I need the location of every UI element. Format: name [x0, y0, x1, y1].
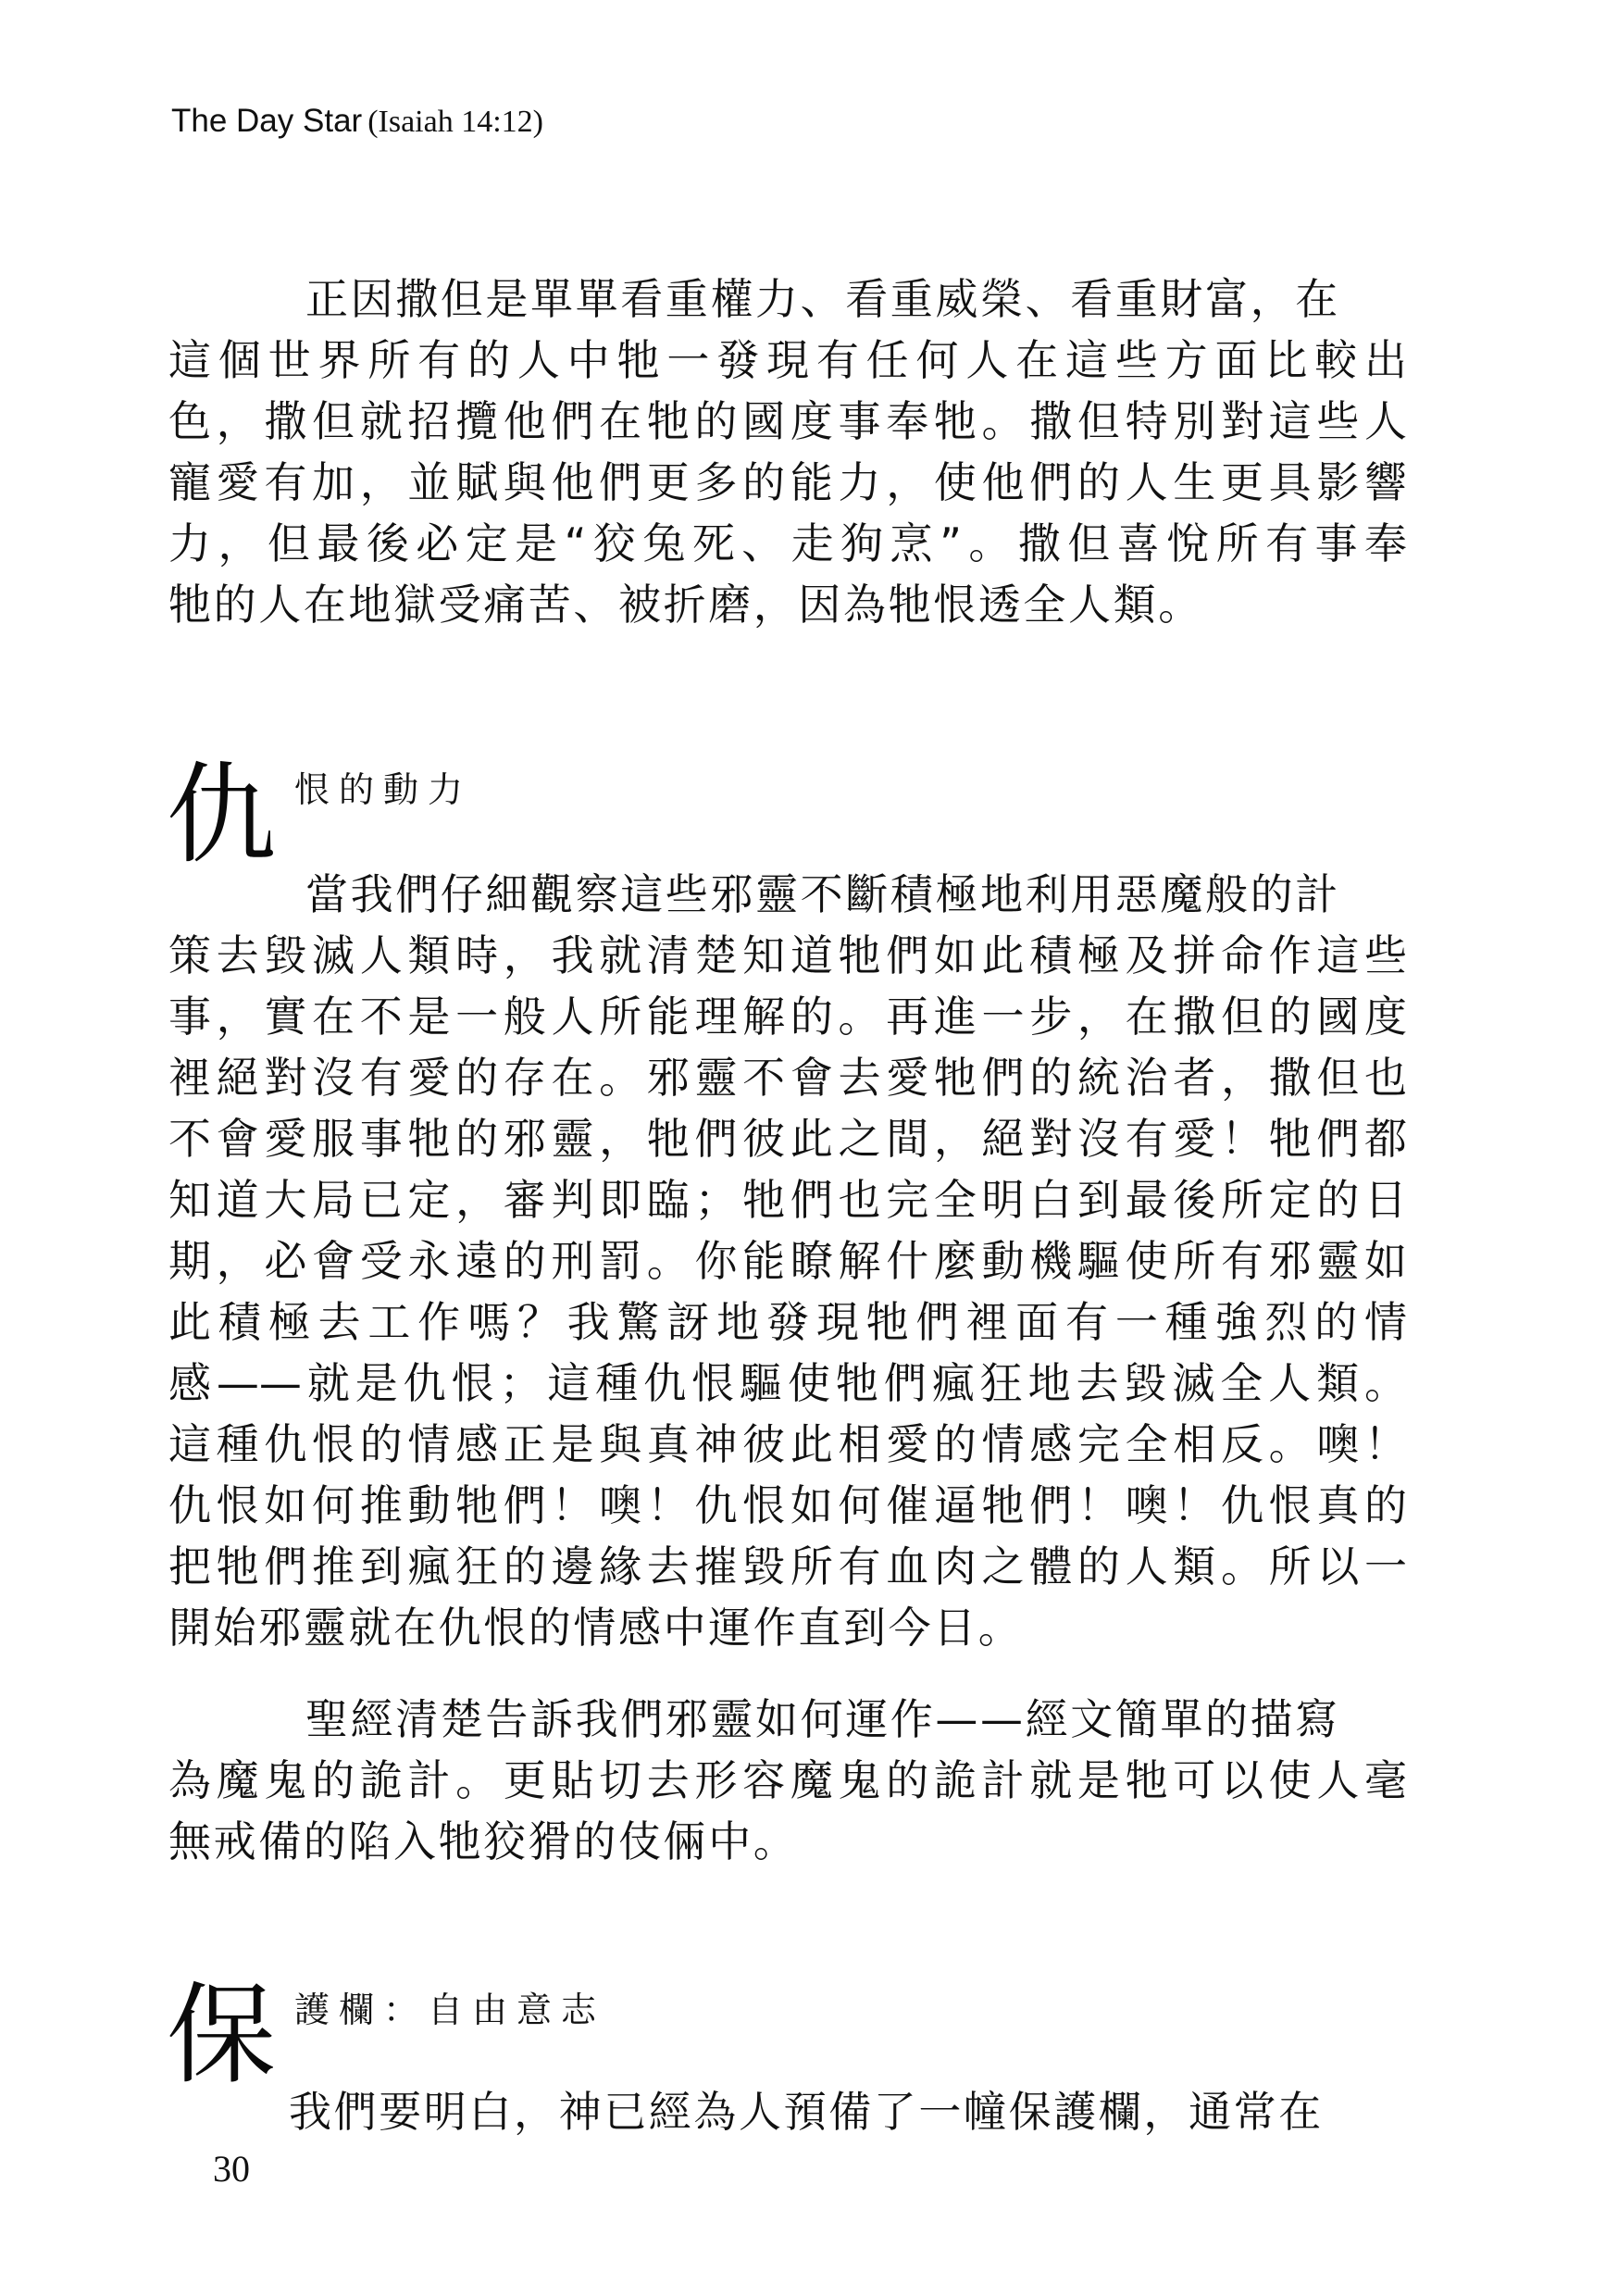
text-line: 知道大局已定，審判即臨；牠們也完全明白到最後所定的日: [168, 1175, 1407, 1225]
text-line: 這個世界所有的人中牠一發現有任何人在這些方面比較出: [168, 335, 1407, 385]
section-subtitle: 恨的動力: [294, 769, 473, 810]
page-number: 30: [213, 2148, 250, 2190]
text-line: 無戒備的陷入牠狡猾的伎倆中。: [168, 1816, 799, 1866]
text-line: 感——就是仇恨；這種仇恨驅使牠們瘋狂地去毀滅全人類。: [168, 1358, 1407, 1408]
text-line: 期，必會受永遠的刑罰。你能瞭解什麼動機驅使所有邪靈如: [168, 1236, 1407, 1286]
text-line: 寵愛有加，並賦與他們更多的能力，使他們的人生更具影響: [168, 457, 1407, 507]
text-line: 此積極去工作嗎？我驚訝地發現牠們裡面有一種強烈的情: [168, 1297, 1407, 1347]
text-line: 開始邪靈就在仇恨的情感中運作直到今日。: [168, 1603, 1024, 1653]
text-line: 事，實在不是一般人所能理解的。再進一步，在撒但的國度: [168, 992, 1407, 1042]
text-line: 聖經清楚告訴我們邪靈如何運作——經文簡單的描寫: [305, 1694, 1340, 1744]
text-line: 這種仇恨的情感正是與真神彼此相愛的情感完全相反。噢！: [168, 1419, 1407, 1469]
section-subtitle: 護欄：自由意志: [294, 1990, 606, 2030]
text-line: 色，撒但就招攬他們在牠的國度事奉牠。撒但特別對這些人: [168, 396, 1407, 446]
text-line: 不會愛服事牠的邪靈，牠們彼此之間，絕對沒有愛！牠們都: [168, 1114, 1407, 1164]
text-line: 策去毀滅人類時，我就清楚知道牠們如此積極及拼命作這些: [168, 930, 1407, 980]
text-line: 把牠們推到瘋狂的邊緣去摧毀所有血肉之體的人類。所以一: [168, 1541, 1407, 1591]
text-line: 正因撒但是單單看重權力、看重威榮、看重財富，在: [305, 274, 1340, 324]
drop-cap: 仇: [167, 751, 277, 879]
text-line: 牠的人在地獄受痛苦、被折磨，因為牠恨透全人類。: [168, 580, 1203, 630]
text-line: 為魔鬼的詭計。更貼切去形容魔鬼的詭計就是牠可以使人毫: [168, 1755, 1407, 1805]
text-line: 我們要明白，神已經為人預備了一幢保護欄，通常在: [289, 2087, 1324, 2137]
text-line: 力，但最後必定是“狡兔死、走狗烹”。撒但喜悅所有事奉: [168, 518, 1407, 568]
text-line: 裡絕對沒有愛的存在。邪靈不會去愛牠們的統治者，撒但也: [168, 1053, 1407, 1103]
text-line: 當我們仔細觀察這些邪靈不斷積極地利用惡魔般的計: [305, 869, 1340, 919]
text-line: 仇恨如何推動牠們！噢！仇恨如何催逼牠們！噢！仇恨真的: [168, 1480, 1407, 1530]
scripture-reference: (Isaiah 14:12): [367, 105, 543, 139]
book-title: The Day Star: [171, 103, 363, 139]
drop-cap: 保: [167, 1971, 277, 2099]
running-header: [171, 98, 543, 145]
